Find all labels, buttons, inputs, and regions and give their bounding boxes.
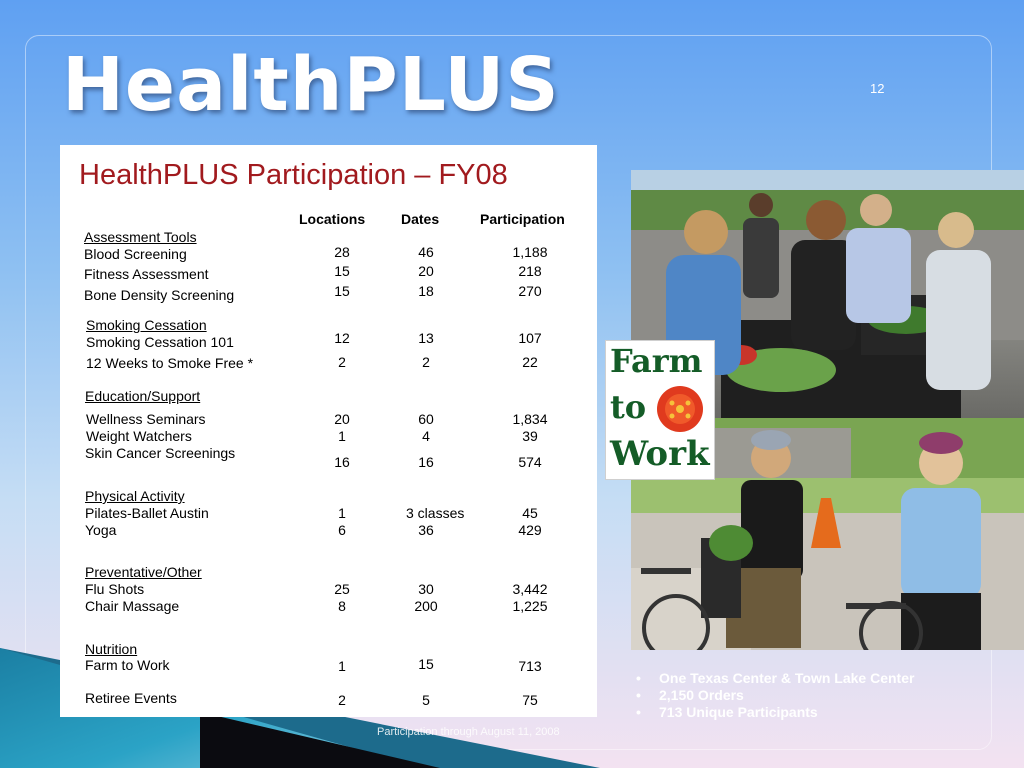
- row-participation: 218: [518, 263, 542, 279]
- row-dates: 16: [418, 454, 434, 470]
- section-heading: Nutrition: [85, 641, 138, 657]
- row-locations: 25: [334, 581, 350, 597]
- section-heading: Assessment Tools: [84, 229, 197, 245]
- row-participation: 3,442: [512, 581, 548, 597]
- bullet-item: • One Texas Center & Town Lake Center: [636, 670, 914, 687]
- row-participation: 1,188: [512, 244, 548, 260]
- row-dates: 4: [422, 428, 430, 444]
- row-locations: 8: [338, 598, 346, 614]
- row-participation: 1,834: [512, 411, 548, 427]
- section-heading: Smoking Cessation: [86, 317, 207, 333]
- row-label: 12 Weeks to Smoke Free *: [86, 355, 254, 371]
- row-locations: 2: [338, 692, 346, 708]
- row-locations: 15: [334, 263, 350, 279]
- row-locations: 20: [334, 411, 350, 427]
- row-participation: 270: [518, 283, 542, 299]
- row-locations: 15: [334, 283, 350, 299]
- row-dates: 3 classes: [406, 505, 465, 521]
- row-participation: 45: [522, 505, 538, 521]
- row-label: Bone Density Screening: [84, 287, 235, 303]
- bullet-item: • 2,150 Orders: [636, 687, 914, 704]
- section-heading: Education/Support: [85, 388, 201, 404]
- row-dates: 60: [418, 411, 434, 427]
- row-locations: 16: [334, 454, 350, 470]
- row-dates: 18: [418, 283, 434, 299]
- row-dates: 200: [414, 598, 438, 614]
- row-dates: 15: [418, 656, 434, 672]
- row-participation: 107: [518, 330, 542, 346]
- farm-to-work-bullets: [636, 670, 914, 721]
- slide-number: 12: [870, 81, 885, 96]
- row-label: Fitness Assessment: [84, 266, 209, 282]
- row-participation: 22: [522, 354, 538, 370]
- row-locations: 1: [338, 658, 346, 674]
- section-heading: Preventative/Other: [85, 564, 202, 580]
- header-locations: Locations: [299, 211, 366, 227]
- row-dates: 30: [418, 581, 434, 597]
- row-label: Flu Shots: [85, 581, 145, 597]
- logo-word-to: to: [610, 388, 647, 426]
- row-locations: 1: [338, 505, 346, 521]
- row-dates: 5: [422, 692, 430, 708]
- row-label: Smoking Cessation 101: [86, 334, 234, 350]
- row-participation: 429: [518, 522, 542, 538]
- bullet-item: • 713 Unique Participants: [636, 704, 914, 721]
- row-participation: 713: [518, 658, 542, 674]
- row-label: Yoga: [85, 522, 117, 538]
- logo-word-farm: Farm: [610, 342, 703, 380]
- row-label: Skin Cancer Screenings: [85, 445, 236, 461]
- row-label: Pilates-Ballet Austin: [85, 505, 209, 521]
- slide-title: HealthPLUS: [62, 42, 560, 128]
- participation-table-panel: [60, 145, 597, 717]
- row-locations: 6: [338, 522, 346, 538]
- tomato-icon: [654, 381, 706, 433]
- row-participation: 574: [518, 454, 542, 470]
- row-dates: 13: [418, 330, 434, 346]
- row-locations: 28: [334, 244, 350, 260]
- row-label: Retiree Events: [85, 690, 177, 706]
- header-participation: Participation: [480, 211, 565, 227]
- row-locations: 2: [338, 354, 346, 370]
- header-dates: Dates: [401, 211, 440, 227]
- row-label: Chair Massage: [85, 598, 180, 614]
- row-dates: 20: [418, 263, 434, 279]
- row-dates: 46: [418, 244, 434, 260]
- table-title: HealthPLUS Participation – FY08: [79, 159, 508, 191]
- row-dates: 2: [422, 354, 430, 370]
- row-participation: 39: [522, 428, 538, 444]
- row-label: Farm to Work: [85, 657, 170, 673]
- farm-to-work-logo: [605, 340, 715, 480]
- footnote: Participation through August 11, 2008: [377, 726, 560, 738]
- section-heading: Physical Activity: [85, 488, 185, 504]
- logo-word-work: Work: [610, 434, 710, 474]
- row-label: Weight Watchers: [86, 428, 192, 444]
- row-locations: 1: [338, 428, 346, 444]
- row-dates: 36: [418, 522, 434, 538]
- row-participation: 75: [522, 692, 538, 708]
- row-participation: 1,225: [512, 598, 548, 614]
- row-label: Wellness Seminars: [86, 411, 206, 427]
- row-label: Blood Screening: [84, 246, 187, 262]
- row-locations: 12: [334, 330, 350, 346]
